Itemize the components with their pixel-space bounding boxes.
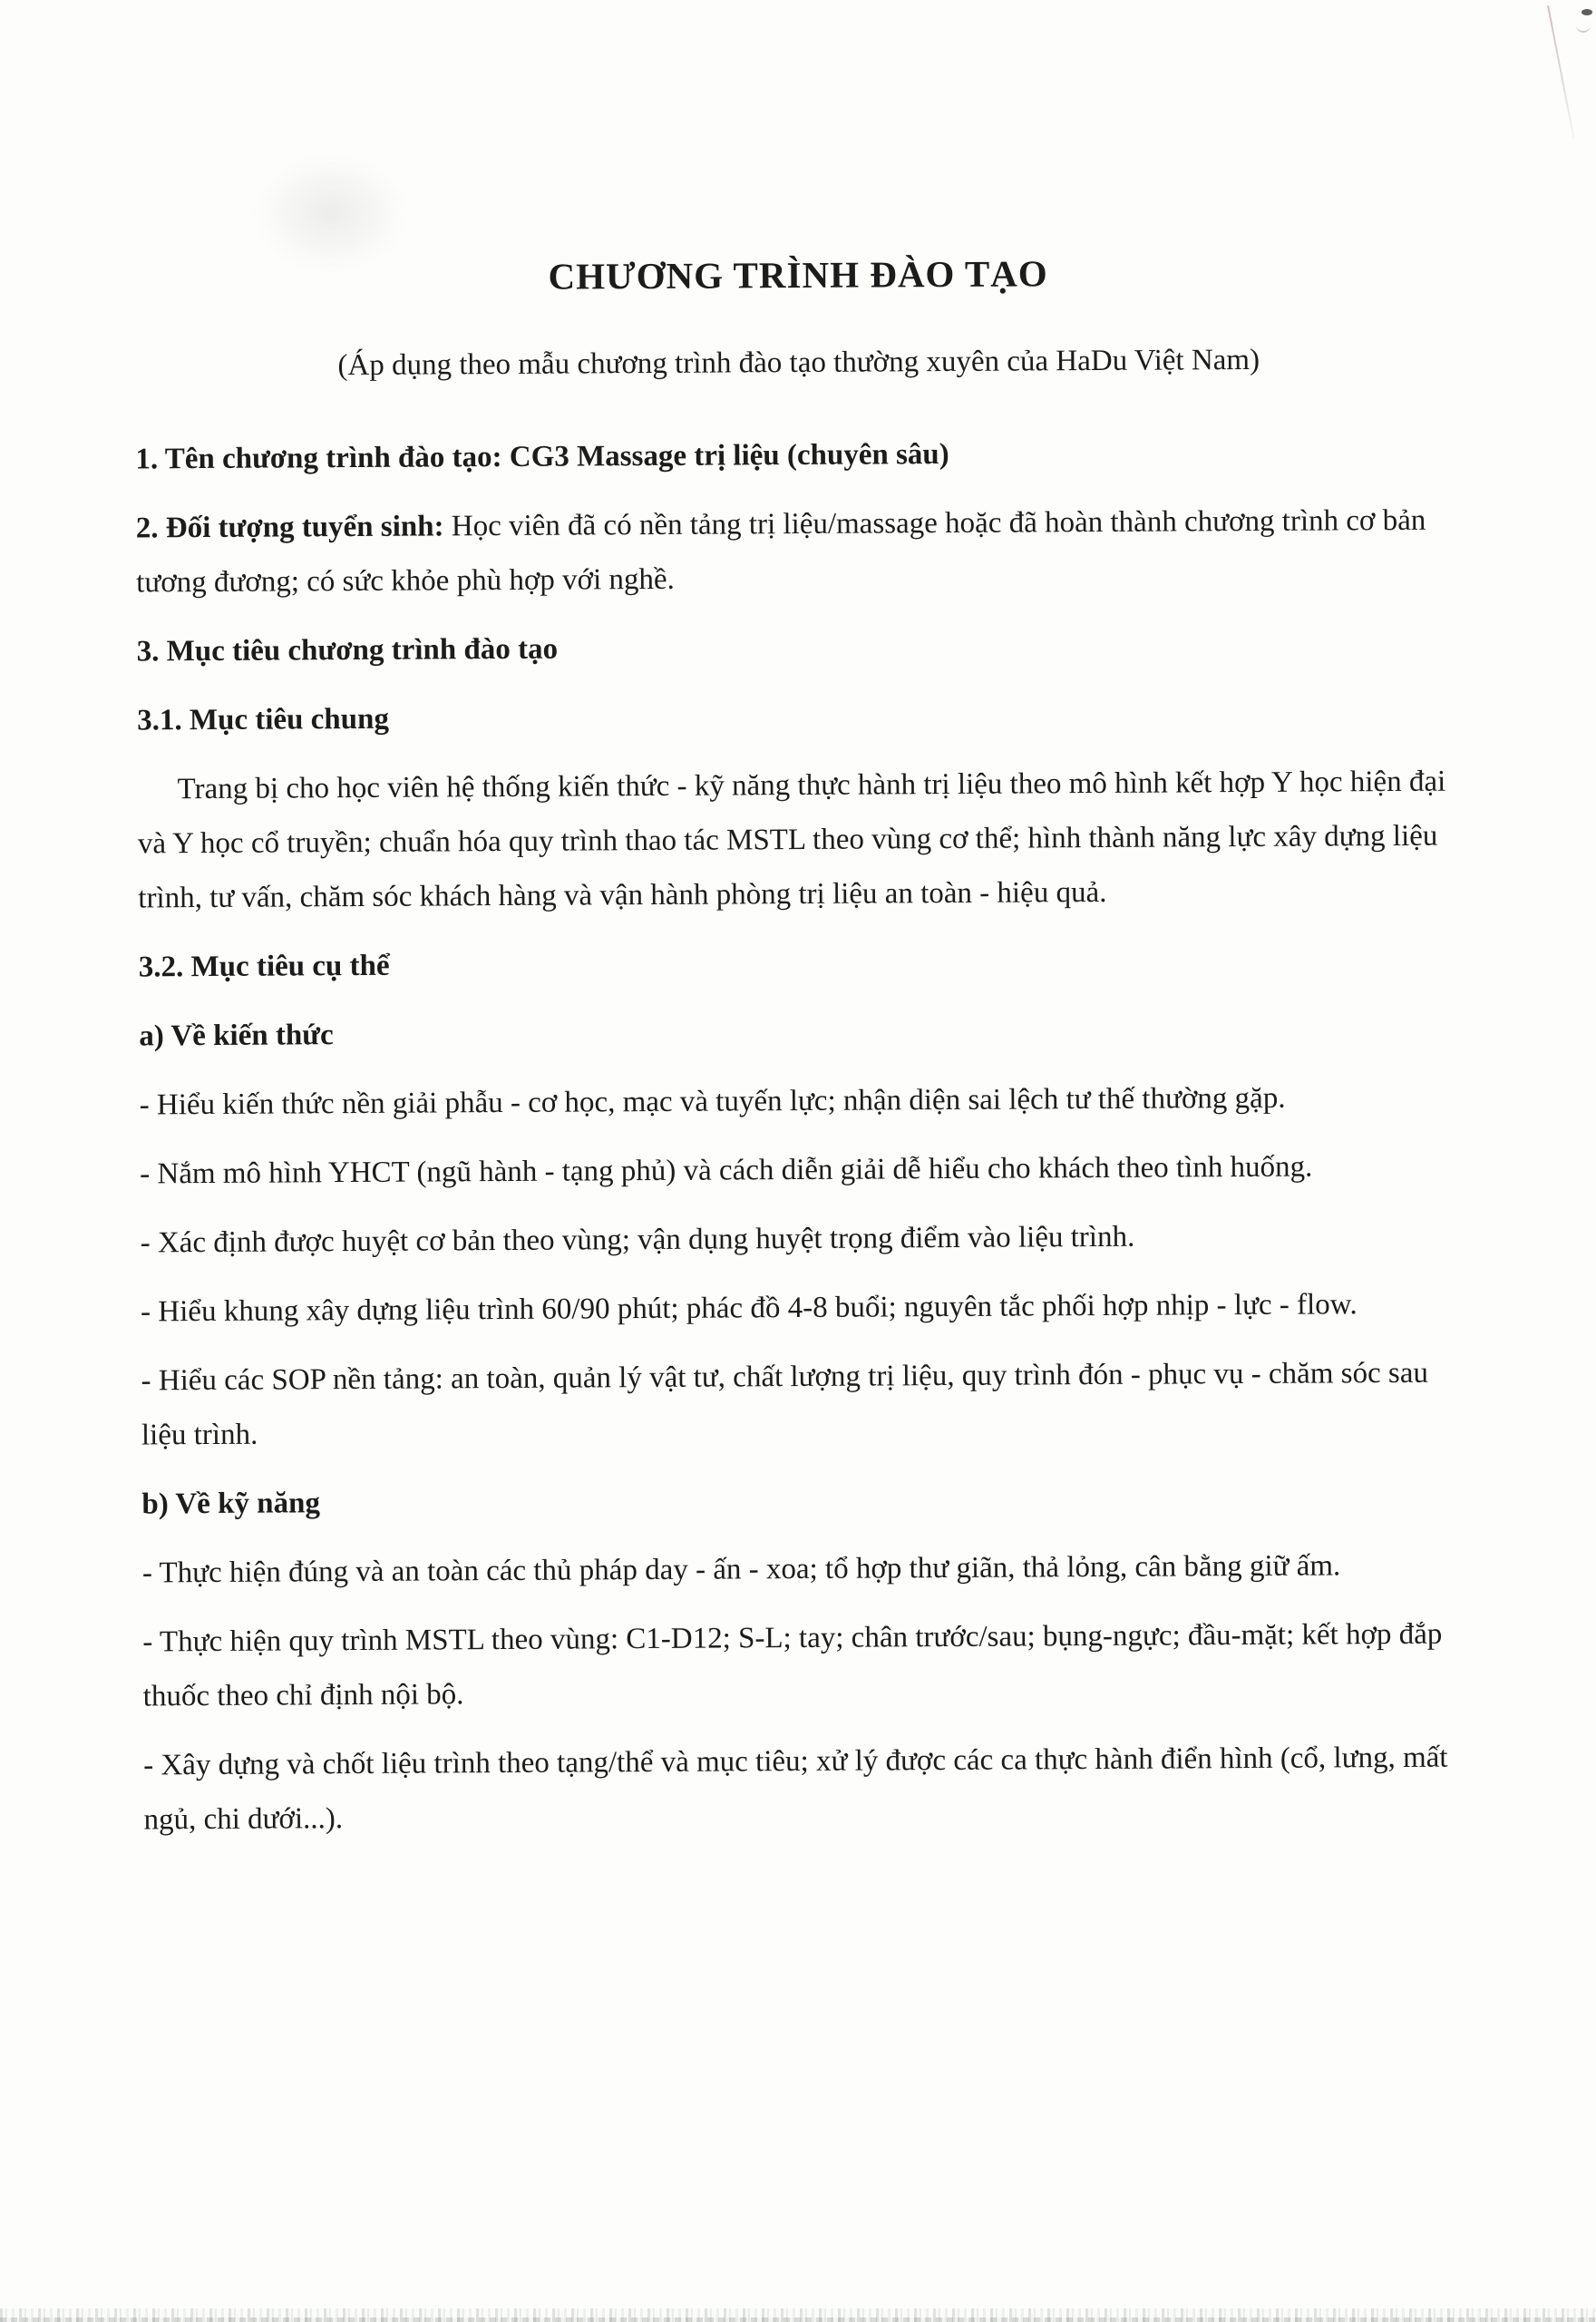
heading-block: b) Về kỹ năng <box>141 1487 321 1521</box>
document-title: CHƯƠNG TRÌNH ĐÀO TẠO <box>548 252 1048 298</box>
document-body <box>135 424 1472 1848</box>
heading-block: 3.2. Mục tiêu cụ thể <box>138 949 390 984</box>
bullet-block: - Thực hiện quy trình MSTL theo vùng: C1-D12; S-L; tay; chân trước/sau; bụng-ngực; đầu-mặt; kết hợp đắp thuốc theo chỉ định nội bộ. <box>142 1617 1443 1713</box>
paragraph-block: Trang bị cho học viên hệ thống kiến thức - kỹ năng thực hành trị liệu theo mô hình kết hợp Y học hiện đại và Y học cổ truyền; chuẩn hóa quy trình thao tác MSTL theo vùng cơ thể; hình thành năng lực xây dựng liệu trình, tư vấn, chăm sóc khách hàng và vận hành phòng trị liệu an toàn - hiệu quả. <box>137 765 1446 915</box>
ink-dot <box>1581 9 1592 15</box>
bullet-block: - Hiểu các SOP nền tảng: an toàn, quản lý vật tư, chất lượng trị liệu, quy trình đón - phục vụ - chăm sóc sau liệu trình. <box>141 1356 1429 1452</box>
item-text: Học viên đã có nền tảng trị liệu/massage hoặc đã hoàn thành chương trình cơ bản tương đương; có sức khỏe phù hợp với nghề. <box>136 503 1426 600</box>
bullet-block: - Xây dựng và chốt liệu trình theo tạng/thể và mục tiêu; xử lý được các ca thực hành điển hình (cổ, lưng, mất ngủ, chi dưới...). <box>143 1741 1448 1837</box>
document-content <box>134 249 1472 1862</box>
heading-block: a) Về kiến thức <box>139 1019 334 1053</box>
ink-hook-mark <box>1576 20 1591 33</box>
item-block <box>136 493 1465 610</box>
bullet-block: - Thực hiện đúng và an toàn các thủ pháp day - ấn - xoa; tổ hợp thư giãn, thả lỏng, cân bằng giữ ấm. <box>141 1549 1341 1590</box>
heading-block: 3.1. Mục tiêu chung <box>137 702 390 737</box>
scan-noise-band <box>0 2308 1596 2322</box>
item-label: 2. Đối tượng tuyển sinh: <box>135 510 444 545</box>
bullet-block: - Xác định được huyệt cơ bản theo vùng; vận dụng huyệt trọng điểm vào liệu trình. <box>140 1220 1135 1260</box>
bullet-block: - Hiểu khung xây dựng liệu trình 60/90 phút; phác đồ 4-8 buổi; nguyên tắc phối hợp nhịp - lực - flow. <box>141 1288 1358 1329</box>
item-block <box>135 424 1463 487</box>
bullet-block: - Hiểu kiến thức nền giải phẫu - cơ học, mạc và tuyến lực; nhận diện sai lệch tư thế thường gặp. <box>139 1081 1286 1122</box>
bullet-block: - Nắm mô hình YHCT (ngũ hành - tạng phủ) và cách diễn giải dễ hiểu cho khách theo tình huống. <box>140 1150 1313 1191</box>
heading-block: 3. Mục tiêu chương trình đào tạo <box>136 632 559 668</box>
pen-scratch-line <box>1547 5 1575 140</box>
item-label: 1. Tên chương trình đào tạo: <box>135 440 502 476</box>
document-subtitle: (Áp dụng theo mẫu chương trình đào tạo thường xuyên của HaDu Việt Nam) <box>337 343 1260 383</box>
item-text: CG3 Massage trị liệu (chuyên sâu) <box>501 437 949 473</box>
